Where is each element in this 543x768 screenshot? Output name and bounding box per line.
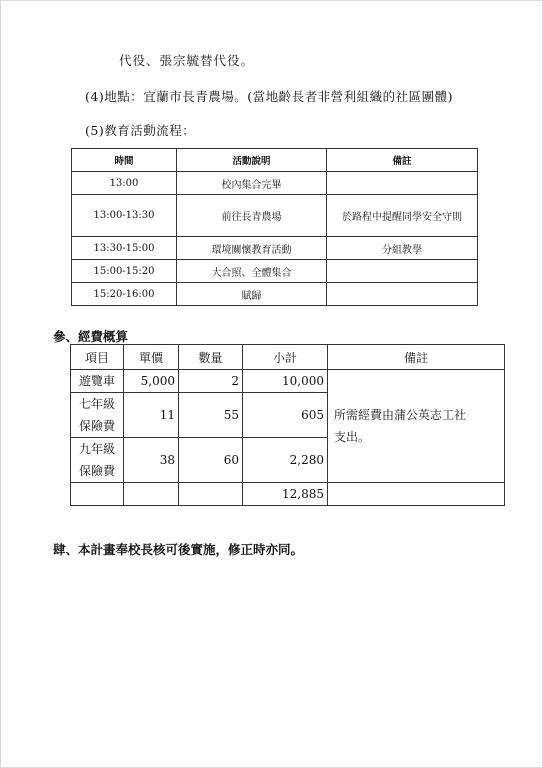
cell-note (327, 260, 478, 283)
cell-time: 13:00 (72, 172, 177, 195)
cell-activity: 大合照、全體集合 (177, 260, 327, 283)
table-row (71, 370, 505, 393)
cell-note (327, 283, 478, 306)
cell-time: 15:20-16:00 (72, 283, 177, 306)
table-row (72, 260, 478, 283)
cell-price: 5,000 (124, 370, 179, 393)
cell-empty (328, 483, 505, 506)
item-line1: 七年級 (78, 397, 115, 411)
header-note: 備註 (328, 345, 505, 370)
header-item: 項目 (71, 345, 124, 370)
header-time: 時間 (72, 149, 177, 172)
text-line-flow-heading: (5)教育活動流程： (85, 123, 196, 138)
cell-empty (179, 483, 243, 506)
cell-activity: 校內集合完畢 (177, 172, 327, 195)
cell-item: 遊覽車 (71, 370, 124, 393)
schedule-table (71, 148, 478, 306)
cell-qty: 2 (179, 370, 243, 393)
table-row (72, 237, 478, 260)
cell-subtotal: 10,000 (243, 370, 328, 393)
cell-item (71, 393, 124, 438)
cell-activity: 環境關懷教育活動 (177, 237, 327, 260)
budget-header-row (71, 345, 505, 370)
cell-empty (124, 483, 179, 506)
cell-price: 38 (124, 438, 179, 483)
header-note: 備註 (327, 149, 478, 172)
item-line2: 保險費 (78, 419, 115, 433)
cell-budget-note (328, 370, 505, 483)
cell-activity: 前往長青農場 (177, 195, 327, 237)
budget-heading: 參、經費概算 (53, 329, 129, 344)
cell-qty: 60 (179, 438, 243, 483)
cell-time: 13:30-15:00 (72, 237, 177, 260)
cell-price: 11 (124, 393, 179, 438)
budget-note-line2: 支出。 (334, 430, 371, 444)
cell-empty (71, 483, 124, 506)
schedule-header-row (72, 149, 478, 172)
table-row (72, 172, 478, 195)
budget-total-row (71, 483, 505, 506)
header-qty: 數量 (179, 345, 243, 370)
cell-subtotal: 605 (243, 393, 328, 438)
header-activity: 活動說明 (177, 149, 327, 172)
cell-time: 15:00-15:20 (72, 260, 177, 283)
text-line-location: (4)地點：宜蘭市長青農場。(當地齡長者非營利組織的社區團體) (85, 89, 453, 104)
table-row (72, 283, 478, 306)
header-subtotal: 小計 (243, 345, 328, 370)
cell-subtotal: 2,280 (243, 438, 328, 483)
item-line1: 九年級 (78, 442, 115, 456)
cell-total: 12,885 (243, 483, 328, 506)
budget-table (70, 344, 505, 506)
cell-activity: 賦歸 (177, 283, 327, 306)
final-statement: 肆、本計畫奉校長核可後實施，修正時亦同。 (53, 542, 304, 557)
cell-time: 13:00-13:30 (72, 195, 177, 237)
budget-note-line1: 所需經費由蒲公英志工社 (334, 408, 467, 422)
text-line-substitute: 代役、張宗毓替代役。 (119, 53, 255, 68)
cell-item (71, 438, 124, 483)
header-price: 單價 (124, 345, 179, 370)
cell-note: 分組教學 (327, 237, 478, 260)
table-row (72, 195, 478, 237)
cell-note: 於路程中提醒同學安全守則 (327, 195, 478, 237)
cell-note (327, 172, 478, 195)
cell-qty: 55 (179, 393, 243, 438)
item-line2: 保險費 (78, 464, 115, 478)
